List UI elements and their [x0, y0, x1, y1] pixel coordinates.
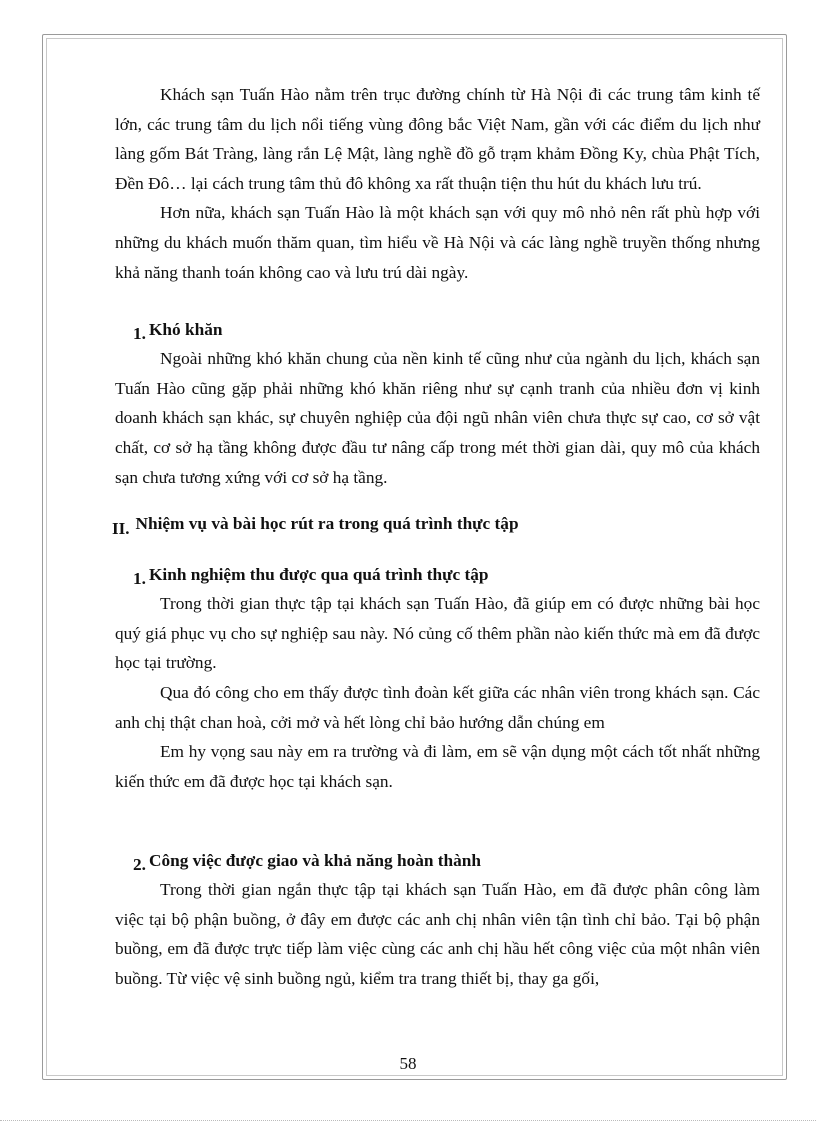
heading-experience	[115, 560, 760, 589]
page-content	[112, 80, 760, 994]
tasks-paragraph-1: Trong thời gian ngắn thực tập tại khách sạn Tuấn Hào, em đã được phân công làm việc tại bộ phận buồng, ở đây em được các anh chị nhân viên tận tình chỉ bảo. Tại bộ phận buồng, em đã được trực tiếp làm việc cùng các anh chị hầu hết công việc của một nhân viên buồng. Từ việc vệ sinh buồng ngủ, kiểm tra trang thiết bị, thay ga gối,	[115, 880, 760, 989]
heading-experience-number: 1.	[133, 569, 146, 589]
intro-paragraph-2: Hơn nữa, khách sạn Tuấn Hào là một khách sạn với quy mô nhỏ nên rất phù hợp với những du khách muốn thăm quan, tìm hiểu về Hà Nội và các làng nghề truyền thống nhưng khả năng thanh toán không cao và lưu trú dài ngày.	[115, 203, 760, 282]
heading-experience-title: Kinh nghiệm thu được qua quá trình thực tập	[148, 565, 489, 585]
experience-paragraph-3: Em hy vọng sau này em ra trường và đi làm, em sẽ vận dụng một cách tốt nhất những kiến thức em đã được học tại khách sạn.	[115, 742, 760, 791]
chapter-ii-title: Nhiệm vụ và bài học rút ra trong quá trình thực tập	[135, 514, 519, 534]
chapter-ii-number: II.	[112, 519, 130, 539]
heading-difficulties-number: 1.	[133, 324, 146, 344]
experience-paragraph-1: Trong thời gian thực tập tại khách sạn Tuấn Hào, đã giúp em có được những bài học quý giá phục vụ cho sự nghiệp sau này. Nó củng cố thêm phần nào kiến thức mà em đã được học tại trường.	[115, 594, 760, 673]
bottom-dotted-rule	[0, 1120, 816, 1121]
heading-tasks	[115, 846, 760, 875]
page-number: 58	[399, 1054, 417, 1073]
difficulties-paragraph-1: Ngoài những khó khăn chung của nền kinh tế cũng như của ngành du lịch, khách sạn Tuấn Hào cũng gặp phải những khó khăn riêng như sự cạnh tranh của nhiều đơn vị kinh doanh khách sạn khác, sự chuyên nghiệp của đội ngũ nhân viên chưa thực sự cao, cơ sở vật chất, cơ sở hạ tầng không được đầu tư nâng cấp trong mét thời gian dài, quy mô của khách sạn chưa tương xứng với cơ sở hạ tầng.	[115, 349, 760, 487]
heading-difficulties	[115, 315, 760, 344]
heading-tasks-number: 2.	[133, 855, 146, 875]
chapter-ii-heading	[112, 509, 760, 539]
intro-paragraph-1: Khách sạn Tuấn Hào nằm trên trục đường chính từ Hà Nội đi các trung tâm kinh tế lớn, các trung tâm du lịch nổi tiếng vùng đông bắc Việt Nam, gần với các điểm du lịch như làng gốm Bát Tràng, làng rắn Lệ Mật, làng nghề đồ gỗ trạm khảm Đồng Ky, chùa Phật Tích, Đền Đô… lại cách trung tâm thủ đô không xa rất thuận tiện thu hút du khách lưu trú.	[115, 85, 760, 193]
heading-tasks-title: Công việc được giao và khả năng hoàn thành	[148, 851, 482, 871]
experience-paragraph-2: Qua đó công cho em thấy được tình đoàn kết giữa các nhân viên trong khách sạn. Các anh chị thật chan hoà, cởi mở và hết lòng chỉ bảo hướng dẫn chúng em	[115, 682, 760, 732]
heading-difficulties-title: Khó khăn	[148, 320, 223, 340]
